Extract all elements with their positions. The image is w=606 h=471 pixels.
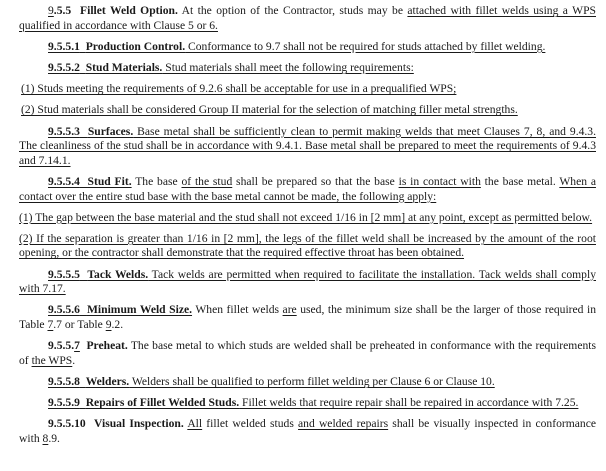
section-title: Surfaces. [87,124,134,138]
section-text: the base metal. [480,174,560,188]
section-number: 9.5.5. [48,339,75,353]
section-title: Minimum Weld Size. [86,303,193,317]
section-text-underlined: is in contact with [398,174,481,188]
section-9-5-5-3 [19,125,596,169]
section-title: Welders. [85,375,130,388]
section-9-5-5-1 [19,40,596,55]
section-text: . [72,353,76,367]
section-text: At the option of the Contractor, studs may be [177,4,408,17]
list-item-text: (1) The gap between the base material and the stud shall not exceed 1/16 in [2 mm] at any point, except as permitted below. [19,210,593,224]
section-title: Tack Welds. [87,267,149,281]
section-text: used, the minimum size shall be the larger of those required in Table [19,303,597,332]
list-item [19,82,596,97]
section-number: 9.5.5.4 [48,174,80,188]
section-number: .5.5 [53,4,72,17]
section-9-5-5-10 [19,417,596,446]
section-text: The base metal to which studs are welded shall be preheated in conformance with the requirements of [19,339,596,367]
section-title: Stud Materials. [85,60,163,74]
section-9-5-5-5 [19,268,596,297]
section-9-5-5 [19,4,596,33]
section-text-underlined: 7 [47,318,54,332]
section-title: Preheat. [86,339,128,353]
section-number: 9.5.5.6 [48,303,80,317]
section-text: .2. [111,318,124,332]
section-text: When fillet welds [192,303,283,317]
section-text-underlined: of the stud [181,174,233,188]
list-item-text: (2) If the separation is greater than 1/16 in [2 mm], the legs of the fillet weld shall be increased by the amount of the root opening, or the contractor shall demonstrate that the required effective throat has been obtained. [19,231,596,260]
section-text: .7 or Table [53,318,106,332]
section-text-underlined: Conformance to 9.7 shall not be required for studs attached by fillet welding. [185,39,546,53]
section-text-underlined: attached with fillet welds using a WPS qualified in accordance with Clause 5 or 6. [19,4,596,32]
section-9-5-5-6 [19,303,596,332]
section-title: Visual Inspection. [94,417,184,431]
section-text-underlined: Tack welds are permitted when required to facilitate the installation. Tack welds shall comply with 7.17. [19,267,596,296]
list-item [19,103,596,118]
section-title: Repairs of Fillet Welded Studs. [85,396,240,410]
section-number: 9.5.5.3 [48,124,80,138]
section-number: 9.5.5.9 [48,396,80,410]
section-number: 9.5.5.5 [48,267,80,281]
section-number: 9 [48,4,54,17]
section-title: Fillet Weld Option. [80,4,178,17]
section-title: Production Control. [85,39,186,53]
section-text: shall be visually inspected in conformance with [19,417,597,445]
section-number: 9.5.5.8 [48,375,80,388]
section-text-underlined: are [282,303,297,317]
section-text: The base [131,174,182,188]
section-9-5-5-7 [19,339,596,368]
section-number: 9.5.5.2 [48,60,80,74]
section-text-underlined: Welders shall be qualified to perform fillet welding per Clause 6 or Clause 10. [129,375,495,388]
list-item [19,211,596,226]
list-item-text: (1) Studs meeting the requirements of 9.2.6 shall be acceptable for use in a prequalified WPS; [21,82,457,96]
section-text: .9. [48,431,60,445]
list-item-text: (2) Stud materials shall be considered Group II material for the selection of matching filler metal strengths. [21,103,518,117]
section-text-underlined: Fillet welds that require repair shall be repaired in accordance with 7.25. [239,396,579,410]
section-text-underlined: the WPS [31,353,73,367]
section-text-underlined: When a contact over the entire stud base with the base metal cannot be made, the following apply: [19,174,596,203]
section-9-5-5-9 [19,396,596,411]
section-text: fillet welded studs [202,417,299,431]
section-text-underlined: 9 [105,318,112,332]
section-text-underlined: and welded repairs [298,417,389,431]
section-text-underlined: Base metal shall be sufficiently clean to permit making welds that meet Clauses 7, 8, and 9.4.3. The cleanliness of the stud shall be in accordance with 9.4.1. Base metal shall be prepared to meet the requirements of 9.4.3 and 7.14.1. [19,124,596,167]
section-text: shall be prepared so that the base [232,174,399,188]
section-number: 7 [74,339,80,353]
section-number: 9.5.5.10 [48,417,86,431]
list-item [19,232,596,261]
section-9-5-5-2 [19,61,596,76]
section-text-underlined: Stud materials shall meet the following requirements: [162,60,414,74]
section-text-underlined: 8 [42,431,49,445]
section-title: Stud Fit. [87,174,132,188]
section-text-underlined: All [187,417,203,431]
section-number: 9.5.5.1 [48,39,80,53]
section-9-5-5-8 [19,375,596,390]
section-9-5-5-4 [19,175,596,204]
